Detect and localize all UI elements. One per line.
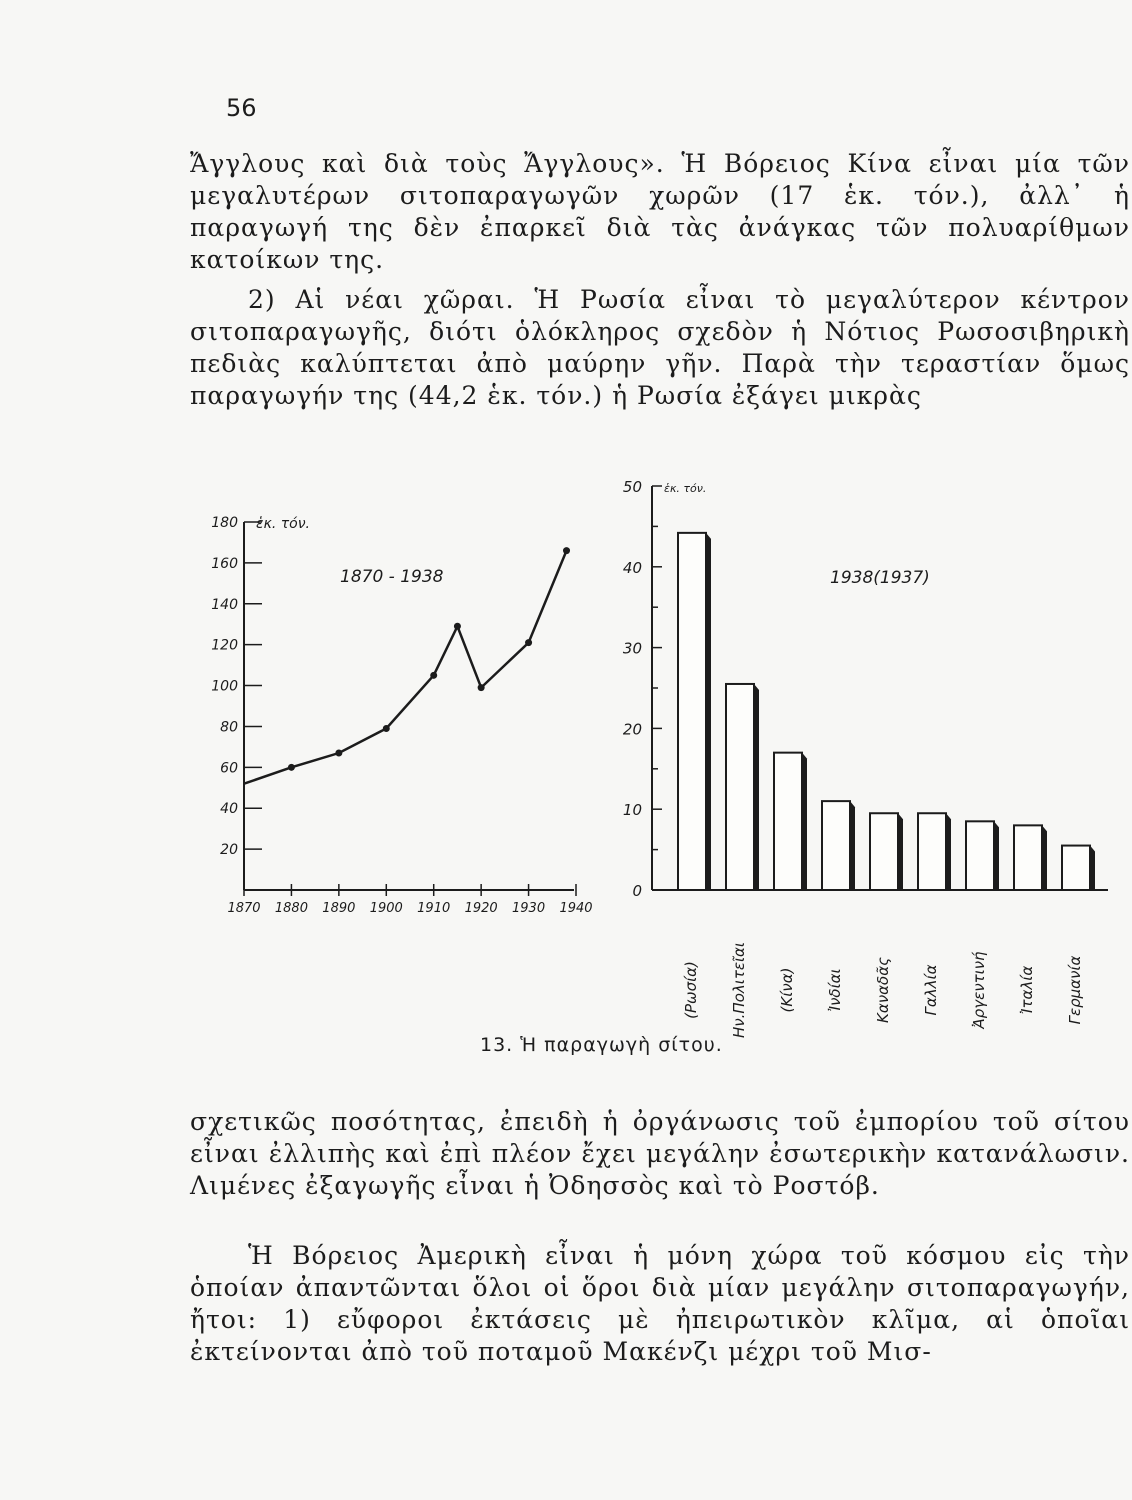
bar — [966, 821, 994, 890]
data-point — [525, 639, 532, 646]
category-label: Ἀργεντινή — [970, 951, 988, 1029]
chart-title: 1938(1937) — [830, 568, 930, 588]
bar — [1014, 825, 1042, 890]
category-label: (Κίνα) — [778, 967, 796, 1013]
x-tick-label: 1940 — [559, 901, 593, 916]
category-label: Γαλλία — [922, 964, 940, 1016]
y-tick-label: 60 — [220, 760, 238, 777]
data-point — [335, 750, 342, 757]
y-tick-label: 30 — [622, 639, 642, 658]
chart-title: 1870 - 1938 — [340, 567, 444, 587]
category-label: Γερμανία — [1066, 955, 1084, 1025]
paragraph-2: 2) Αἱ νέαι χῶραι. Ἡ Ρωσία εἶναι τὸ μεγαλύτερον κέντρον σιτοπαραγωγῆς, διότι ὁλόκληρος σχεδὸν ἡ Νότιος Ρωσοσιβηρικὴ πεδιὰς καλύπτεται ἀπὸ μαύρην γῆν. Παρὰ τὴν τεραστίαν ὅμως παραγωγήν της (44,2 ἑκ. τόν.) ἡ Ρωσία ἐξάγει μικρὰς — [190, 285, 1130, 410]
x-tick-label: 1920 — [464, 901, 498, 916]
x-tick-label: 1880 — [274, 901, 308, 916]
bar — [726, 684, 754, 890]
category-label: Ην.Πολιτεῖαι — [730, 941, 748, 1039]
bar-chart — [600, 460, 1120, 1040]
line-chart — [200, 500, 600, 920]
paragraph-3: σχετικῶς ποσότητας, ἐπειδὴ ἡ ὀργάνωσις τοῦ ἐμπορίου τοῦ σίτου εἶναι ἐλλιπὴς καὶ ἐπὶ πλέον ἔχει μεγάλην ἐσωτερικὴν κατανάλωσιν. Λιμένες ἐξαγωγῆς εἶναι ἡ Ὀδησσὸς καὶ τὸ Ροστόβ. — [190, 1107, 1130, 1200]
category-label: Καναδᾶς — [874, 957, 892, 1023]
y-tick-label: 80 — [220, 719, 238, 736]
paragraph-1: Ἄγγλους καὶ διὰ τοὺς Ἄγγλους». Ἡ Βόρειος Κίνα εἶναι μία τῶν μεγαλυτέρων σιτοπαραγωγῶν χωρῶν (17 ἑκ. τόν.), ἀλλ᾽ ἡ παραγωγή της δὲν ἐπαρκεῖ διὰ τὰς ἀνάγκας τῶν πολυαρίθμων κατοίκων της. — [190, 149, 1130, 274]
bar — [1062, 846, 1090, 890]
y-tick-label: 120 — [211, 637, 238, 654]
category-label: (Ρωσία) — [682, 961, 700, 1019]
x-tick-label: 1890 — [322, 901, 356, 916]
y-tick-label: 100 — [211, 678, 238, 695]
x-tick-label: 1910 — [417, 901, 451, 916]
data-point — [383, 725, 390, 732]
y-tick-label: 40 — [220, 801, 238, 818]
y-tick-label: 40 — [622, 558, 642, 577]
paragraph-4: Ἡ Βόρειος Ἀμερικὴ εἶναι ἡ μόνη χώρα τοῦ κόσμου εἰς τὴν ὁποίαν ἀπαντῶνται ὅλοι οἱ ὅροι διὰ μίαν μεγάλην σιτοπαραγωγήν, ἤτοι: 1) εὔφοροι ἐκτάσεις μὲ ἠπειρωτικὸν κλῖμα, αἱ ὁποῖαι ἐκτείνονται ἀπὸ τοῦ ποταμοῦ Μακένζι μέχρι τοῦ Μισ- — [190, 1241, 1130, 1366]
bar — [774, 753, 802, 890]
page-number: 56 — [226, 94, 257, 122]
y-tick-label: 0 — [632, 882, 642, 900]
x-tick-label: 1870 — [227, 901, 261, 916]
bar — [918, 813, 946, 890]
y-tick-label: 180 — [211, 515, 238, 531]
y-axis-unit: ἑκ. τόν. — [664, 482, 707, 495]
x-tick-label: 1930 — [512, 901, 546, 916]
y-tick-label: 20 — [622, 720, 642, 739]
bar — [870, 813, 898, 890]
y-tick-label: 10 — [622, 801, 642, 820]
category-label: Ἰνδίαι — [826, 968, 844, 1012]
category-label: Ἰταλία — [1018, 965, 1036, 1015]
bar — [822, 801, 850, 890]
data-point — [430, 672, 437, 679]
y-tick-label: 140 — [211, 596, 238, 613]
figure-caption: 13. Ἡ παραγωγὴ σίτου. — [480, 1034, 723, 1056]
y-tick-label: 50 — [622, 478, 642, 496]
data-point — [454, 623, 461, 630]
y-axis-unit: ἑκ. τόν. — [256, 516, 310, 532]
y-tick-label: 20 — [220, 842, 238, 859]
data-point — [288, 764, 295, 771]
bar — [678, 533, 706, 890]
x-tick-label: 1900 — [369, 901, 403, 916]
data-point — [563, 547, 570, 554]
data-point — [478, 684, 485, 691]
y-tick-label: 160 — [211, 555, 238, 572]
